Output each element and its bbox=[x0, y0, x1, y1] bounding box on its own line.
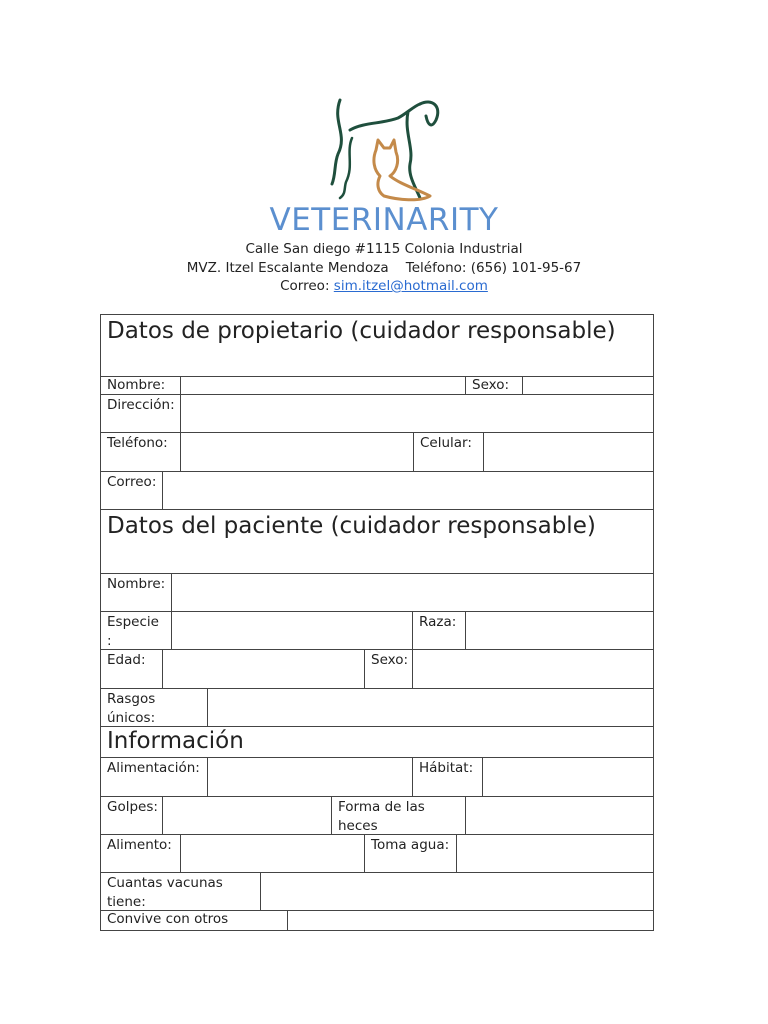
food-label: Alimento: bbox=[107, 837, 172, 853]
info-vaccines-row bbox=[100, 873, 654, 911]
owner-name-label: Nombre: bbox=[107, 377, 166, 393]
hits-label: Golpes: bbox=[107, 799, 158, 815]
owner-sex-field[interactable] bbox=[522, 377, 654, 394]
info-section-title: Información bbox=[107, 728, 244, 754]
patient-name-label: Nombre: bbox=[107, 576, 166, 592]
water-field[interactable] bbox=[456, 835, 654, 872]
patient-species-label: Especie : bbox=[107, 614, 159, 649]
phone-text: Teléfono: (656) 101-95-67 bbox=[405, 260, 582, 276]
info-cohabit-row bbox=[100, 911, 654, 931]
habitat-label: Hábitat: bbox=[412, 758, 482, 796]
owner-cell-label: Celular: bbox=[413, 433, 483, 471]
patient-sex-field[interactable] bbox=[412, 650, 654, 688]
owner-section-title: Datos de propietario (cuidador responsable) bbox=[107, 318, 616, 344]
owner-name-field[interactable] bbox=[180, 377, 465, 394]
patient-age-label: Edad: bbox=[107, 652, 146, 668]
patient-breed-field[interactable] bbox=[465, 612, 654, 649]
patient-name-row bbox=[100, 574, 654, 612]
email-line bbox=[0, 278, 768, 294]
owner-cell-field[interactable] bbox=[483, 433, 654, 471]
doctor-name: MVZ. Itzel Escalante Mendoza bbox=[186, 260, 389, 276]
owner-phone-label: Teléfono: bbox=[107, 435, 168, 451]
info-feeding-row bbox=[100, 758, 654, 797]
owner-section-header bbox=[100, 314, 654, 377]
owner-address-label: Dirección: bbox=[107, 397, 175, 413]
owner-phone-row bbox=[100, 433, 654, 472]
patient-section-header bbox=[100, 510, 654, 574]
patient-section-title: Datos del paciente (cuidador responsable) bbox=[107, 513, 596, 539]
owner-name-row bbox=[100, 377, 654, 395]
patient-name-field[interactable] bbox=[171, 574, 654, 611]
patient-traits-row bbox=[100, 689, 654, 727]
owner-email-label: Correo: bbox=[107, 474, 157, 490]
contact-line bbox=[0, 260, 768, 276]
owner-address-field[interactable] bbox=[180, 395, 654, 432]
cohabit-field[interactable] bbox=[287, 911, 654, 930]
address-text: Calle San diego #1115 Colonia Industrial bbox=[245, 241, 523, 257]
owner-address-row bbox=[100, 395, 654, 433]
patient-age-row bbox=[100, 650, 654, 689]
registration-form bbox=[100, 314, 654, 931]
patient-species-row bbox=[100, 612, 654, 650]
feeding-label: Alimentación: bbox=[107, 760, 200, 776]
patient-species-field[interactable] bbox=[171, 612, 412, 649]
feces-label: Forma de las heces bbox=[331, 797, 465, 834]
habitat-field[interactable] bbox=[482, 758, 654, 796]
cohabit-label: Convive con otros bbox=[107, 911, 229, 927]
patient-breed-label: Raza: bbox=[412, 612, 465, 649]
hits-field[interactable] bbox=[162, 797, 331, 834]
patient-traits-label: Rasgos únicos: bbox=[107, 691, 156, 726]
vaccines-label: Cuantas vacunas tiene: bbox=[107, 875, 223, 910]
email-link[interactable]: sim.itzel@hotmail.com bbox=[333, 278, 488, 294]
owner-sex-label: Sexo: bbox=[465, 377, 522, 394]
owner-phone-field[interactable] bbox=[180, 433, 413, 471]
feces-field[interactable] bbox=[465, 797, 654, 834]
food-field[interactable] bbox=[180, 835, 364, 872]
water-label: Toma agua: bbox=[364, 835, 456, 872]
vaccines-field[interactable] bbox=[260, 873, 654, 910]
owner-email-field[interactable] bbox=[162, 472, 654, 509]
email-label: Correo: bbox=[280, 278, 330, 294]
feeding-field[interactable] bbox=[207, 758, 412, 796]
pet-logo-icon bbox=[324, 92, 444, 207]
patient-age-field[interactable] bbox=[162, 650, 364, 688]
info-section-header bbox=[100, 727, 654, 758]
patient-traits-field[interactable] bbox=[207, 689, 654, 726]
brand-title: VETERINARITY bbox=[269, 202, 499, 238]
patient-sex-label: Sexo: bbox=[364, 650, 412, 688]
owner-email-row bbox=[100, 472, 654, 510]
info-hits-row bbox=[100, 797, 654, 835]
info-food-row bbox=[100, 835, 654, 873]
